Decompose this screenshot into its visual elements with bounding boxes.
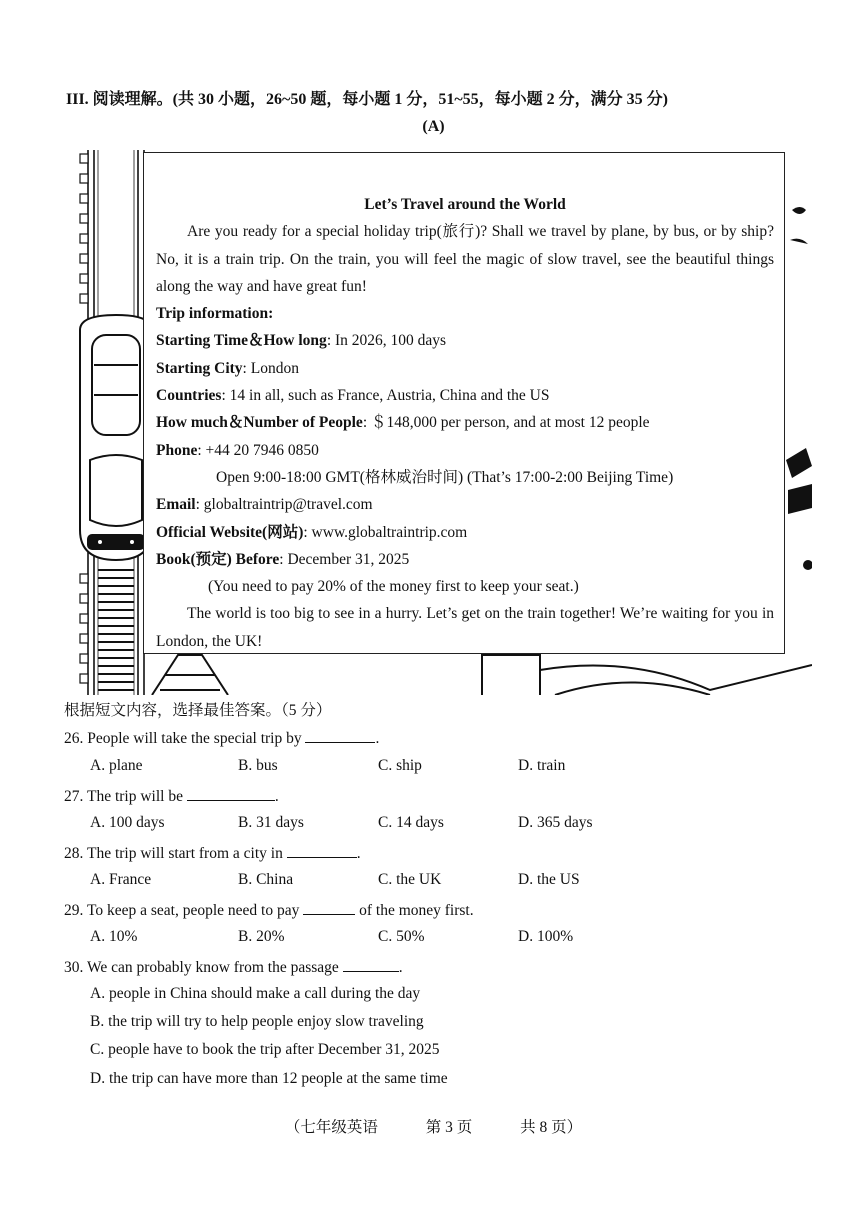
answer-blank	[187, 786, 275, 801]
question-stem: 27. The trip will be	[64, 788, 187, 805]
option-b: B. 31 days	[238, 814, 304, 831]
info-value: : ＄148,000 per person, and at most 12 people	[362, 414, 650, 432]
option-d: D. 365 days	[518, 814, 593, 831]
option-a: A. people in China should make a call during the day	[90, 985, 421, 1002]
info-label: Phone	[156, 441, 198, 459]
option-d: D. the trip can have more than 12 people at the same time	[90, 1070, 448, 1087]
option-c: C. 14 days	[378, 814, 444, 831]
payment-note: (You need to pay 20% of the money first to keep your seat.)	[208, 578, 579, 596]
info-value: : London	[242, 359, 299, 377]
passage-closing: The world is too big to see in a hurry. Let’s get on the train together! We’re waiting for you in London, the UK!	[156, 605, 774, 650]
option-a: A. 10%	[90, 928, 138, 945]
info-label: Countries	[156, 387, 222, 405]
info-label: Email	[156, 496, 196, 514]
option-b: B. bus	[238, 757, 278, 774]
question-27	[64, 786, 279, 806]
info-label: Starting City	[156, 359, 243, 377]
info-value: : globaltraintrip@travel.com	[195, 496, 373, 514]
option-d: D. 100%	[518, 928, 574, 945]
answer-blank	[303, 900, 355, 915]
footer-total-pages: 共 8 页）	[520, 1119, 583, 1136]
info-label: Official Website(网站)	[156, 523, 304, 541]
question-28	[64, 843, 361, 863]
question-stem: 30. We can probably know from the passage	[64, 959, 343, 976]
question-stem-end: .	[274, 788, 279, 805]
question-26	[64, 728, 379, 748]
info-label: How much＆Number of People	[156, 414, 363, 432]
option-a: A. plane	[90, 757, 143, 774]
answer-blank	[287, 843, 357, 858]
question-30	[64, 957, 403, 977]
option-d: D. the US	[518, 871, 580, 888]
part-label: (A)	[422, 118, 445, 135]
question-stem: 26. People will take the special trip by	[64, 730, 306, 747]
page-footer	[0, 1115, 867, 1137]
question-stem: 29. To keep a seat, people need to pay	[64, 902, 304, 919]
section-title: III. 阅读理解。(共 30 小题，26~50 题，每小题 1 分，51~55，每小题 2 分，满分 35 分)	[66, 91, 668, 108]
info-line	[156, 437, 774, 464]
answer-blank	[305, 728, 375, 743]
info-value: : www.globaltraintrip.com	[303, 523, 468, 541]
option-b: B. the trip will try to help people enjoy slow traveling	[90, 1013, 424, 1030]
question-29	[64, 900, 474, 920]
info-line	[156, 327, 774, 354]
info-line	[156, 355, 774, 382]
info-label: Book(预定) Before	[156, 550, 280, 568]
option-b: B. 20%	[238, 928, 285, 945]
trip-info-heading: Trip information:	[156, 305, 274, 323]
question-stem-end: .	[356, 845, 361, 862]
info-line	[156, 491, 774, 518]
question-stem-end: of the money first.	[355, 902, 474, 919]
option-c: C. 50%	[378, 928, 425, 945]
info-label: Starting Time＆How long	[156, 332, 327, 350]
open-hours: Open 9:00-18:00 GMT(格林威治时间) (That’s 17:00-2:00 Beijing Time)	[216, 468, 674, 486]
info-line	[156, 409, 774, 436]
option-a: A. France	[90, 871, 152, 888]
option-c: C. ship	[378, 757, 422, 774]
info-line	[156, 382, 774, 409]
question-stem-end: .	[398, 959, 403, 976]
train-icon	[80, 315, 152, 560]
answer-blank	[343, 957, 399, 972]
instruction: 根据短文内容，选择最佳答案。（5 分）	[64, 702, 332, 719]
passage-title: Let’s Travel around the World	[364, 196, 566, 213]
passage-intro: Are you ready for a special holiday trip(旅行)? Shall we travel by plane, by bus, or by ship? No, it is a train trip. On the train, you will feel the magic of slow travel, see the beautiful things along the way and have great fun!	[156, 223, 774, 295]
option-d: D. train	[518, 757, 566, 774]
option-c: C. the UK	[378, 871, 442, 888]
question-stem-end: .	[375, 730, 380, 747]
info-value: : +44 20 7946 0850	[197, 441, 319, 459]
great-wall-icon	[482, 648, 812, 695]
info-value: : 14 in all, such as France, Austria, China and the US	[221, 387, 550, 405]
footer-subject: （七年级英语	[284, 1119, 378, 1136]
track-ties-icon	[98, 570, 134, 690]
option-c: C. people have to book the trip after December 31, 2025	[90, 1041, 440, 1058]
option-b: B. China	[238, 871, 294, 888]
eiffel-tower-icon	[152, 655, 228, 695]
question-stem: 28. The trip will start from a city in	[64, 845, 287, 862]
reading-passage	[143, 152, 785, 654]
right-edge-decoration-icon	[786, 207, 812, 570]
info-line	[156, 546, 774, 573]
info-line	[156, 519, 774, 546]
footer-page-number: 第 3 页	[425, 1119, 473, 1136]
option-a: A. 100 days	[90, 814, 165, 831]
info-value: : In 2026, 100 days	[326, 332, 447, 350]
info-value: : December 31, 2025	[279, 550, 410, 568]
